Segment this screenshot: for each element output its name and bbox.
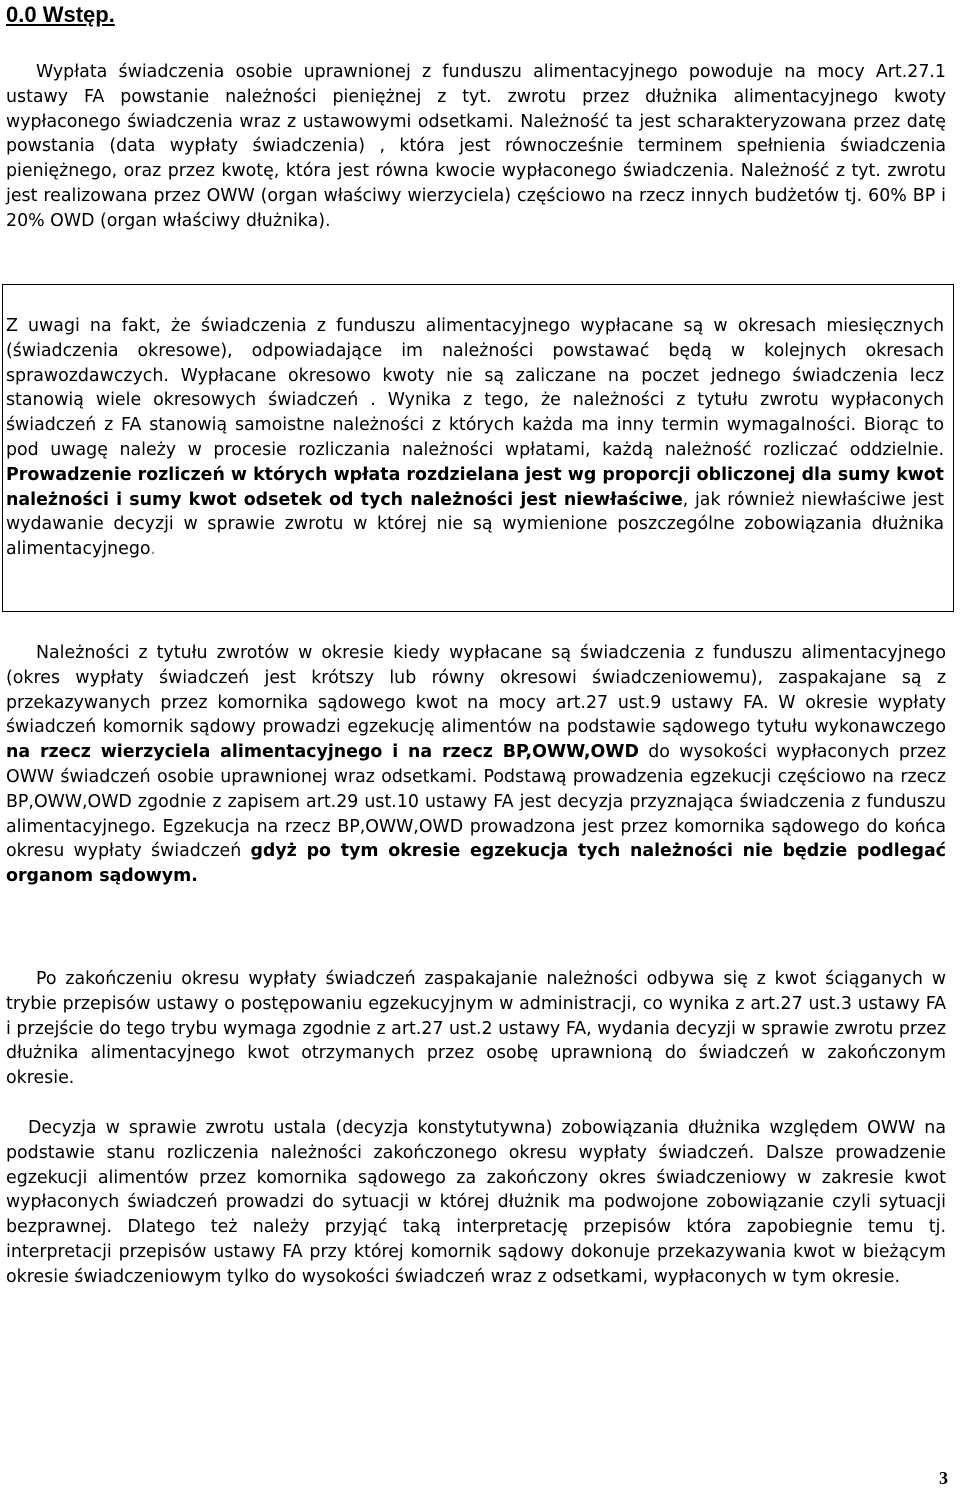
- paragraph-boxed-text-2: , jak również niewłaściwe jest wydawanie decyzji w sprawie zwrotu w której nie są wymienione poszczególne zobowiązania dłużnika alimentacyjnego: [6, 489, 944, 560]
- paragraph-boxed-period: .: [150, 539, 156, 560]
- paragraph-decision: [6, 1116, 946, 1290]
- paragraph-enforcement-text: Należności z tytułu zwrotów w okresie kiedy wypłacane są świadczenia z funduszu alimentacyjnego (okres wypłaty świadczeń jest krótszy lub równy okresowi świadczeniowemu), zaspakajane są z przekazywanych przez komornika sądowego kwot na mocy art.27 ust.9 ustawy FA. W okresie wypłaty świadczeń komornik sądowy prowadzi egzekucję alimentów na podstawie sądowego tytułu wykonawczego: [6, 643, 946, 738]
- paragraph-boxed: [6, 314, 944, 562]
- paragraph-intro-text: Wypłata świadczenia osobie uprawnionej z funduszu alimentacyjnego powoduje na mocy Art.27.1 ustawy FA powstanie należności pieniężnej z tyt. zwrotu przez dłużnika alimentacyjnego kwoty wypłaconego świadczenia wraz z ustawowymi odsetkami. Należność ta jest scharakteryzowana przez datę powstania (data wypłaty świadczenia) , która jest równocześnie terminem spełnienia świadczenia pieniężnego, oraz przez kwotę, która jest równa kwocie wypłaconego świadczenia. Należność z tyt. zwrotu jest realizowana przez OWW (organ właściwy wierzyciela) częściowo na rzecz innych budżetów tj. 60% BP i 20% OWD (organ właściwy dłużnika).: [6, 62, 946, 231]
- paragraph-decision-text: Decyzja w sprawie zwrotu ustala (decyzja konstytutywna) zobowiązania dłużnika względem OWW na podstawie stanu rozliczenia należności zakończonego okresu wypłaty świadczeń. Dalsze prowadzenie egzekucji alimentów przez komornika sądowego za zakończony okres świadczeniowy w zakresie kwot wypłaconych świadczeń prowadzi do sytuacji w której dłużnik ma podwojone zobowiązanie czyli sytuacji bezprawnej. Dlatego też należy przyjąć taką interpretację przepisów która zapobiegnie temu tj. interpretacji przepisów ustawy FA przy której komornik sądowy dokonuje przekazywania kwot w bieżącym okresie świadczeniowym tylko do wysokości świadczeń wraz z odsetkami, wypłaconych w tym okresie.: [6, 1118, 946, 1287]
- paragraph-boxed-bold: Prowadzenie rozliczeń w których wpłata rozdzielana jest wg proporcji obliczonej dla sumy kwot należności i sumy kwot odsetek od tych należności jest niewłaściwe: [6, 464, 944, 510]
- paragraph-enforcement-bold-1: na rzecz wierzyciela alimentacyjnego i na rzecz BP,OWW,OWD: [6, 742, 639, 763]
- paragraph-intro: [6, 60, 946, 234]
- section-heading: 0.0 Wstęp.: [6, 2, 115, 27]
- paragraph-enforcement-text-2: do wysokości wypłaconych przez OWW świadczeń osobie uprawnionej wraz odsetkami. Podstawą prowadzenia egzekucji częściowo na rzecz BP,OWW,OWD zgodnie z zapisem art.29 ust.10 ustawy FA jest decyzja przyznająca świadczenia z funduszu alimentacyjnego. Egzekucja na rzecz BP,OWW,OWD prowadzona jest przez komornika sądowego do końca okresu wypłaty świadczeń: [6, 742, 946, 862]
- paragraph-enforcement-bold-2: gdyż po tym okresie egzekucja tych należności nie będzie podlegać organom sądowym.: [6, 841, 946, 887]
- page-number: 3: [939, 1468, 948, 1488]
- paragraph-enforcement: [6, 641, 946, 889]
- paragraph-after-period-text: Po zakończeniu okresu wypłaty świadczeń zaspakajanie należności odbywa się z kwot ściąganych w trybie przepisów ustawy o postępowaniu egzekucyjnym w administracji, co wynika z art.27 ust.3 ustawy FA i przejście do tego trybu wymaga zgodnie z art.27 ust.2 ustawy FA, wydania decyzji w sprawie zwrotu przez dłużnika alimentacyjnego kwot otrzymanych przez osobę uprawnioną do świadczeń w zakończonym okresie.: [6, 969, 946, 1089]
- paragraph-boxed-text: Z uwagi na fakt, że świadczenia z funduszu alimentacyjnego wypłacane są w okresach miesięcznych (świadczenia okresowe), odpowiadające im należności powstawać będą w kolejnych okresach sprawozdawczych. Wypłacane okresowo kwoty nie są zaliczane na poczet jednego świadczenia lecz stanowią wiele okresowych świadczeń . Wynika z tego, że należności z tytułu zwrotu wypłaconych świadczeń z FA stanowią samoistne należności z których każda ma inny termin wymagalności. Biorąc to pod uwagę należy w procesie rozliczania należności wpłatami, każdą należność rozliczać oddzielnie.: [6, 316, 944, 460]
- paragraph-after-period: [6, 967, 946, 1091]
